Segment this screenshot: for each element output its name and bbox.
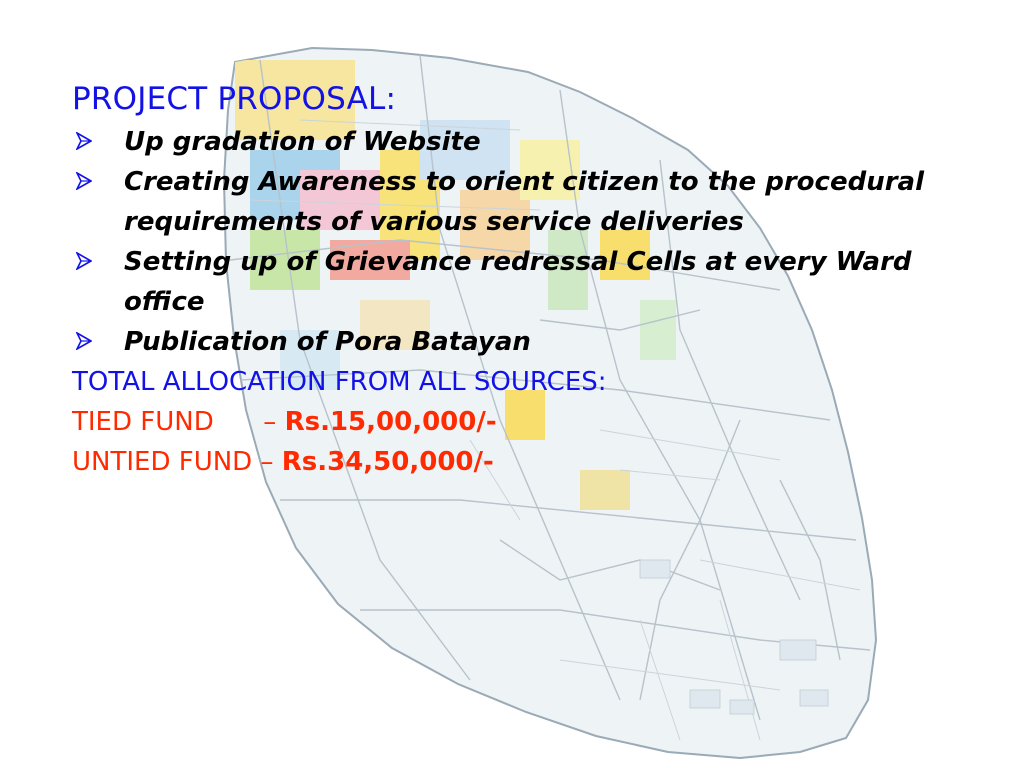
project-proposal-heading: PROJECT PROPOSAL: [72, 81, 397, 117]
arrowhead-bullet-icon [76, 172, 92, 190]
proposal-item-text: Up gradation of Website [124, 127, 481, 157]
untied-fund-value: Rs.34,50,000/- [281, 447, 494, 477]
tied-fund-line [72, 402, 972, 442]
proposal-list [72, 122, 972, 362]
proposal-item [72, 322, 972, 362]
arrowhead-bullet-icon [76, 252, 92, 270]
untied-fund-line [72, 442, 972, 482]
proposal-item [72, 162, 972, 242]
tied-fund-label: TIED FUND – [72, 407, 285, 437]
tied-fund-value: Rs.15,00,000/- [284, 407, 497, 437]
slide-content [72, 76, 972, 482]
arrowhead-bullet-icon [76, 332, 92, 350]
total-allocation-title: TOTAL ALLOCATION FROM ALL SOURCES: [72, 367, 607, 397]
proposal-item [72, 122, 972, 162]
proposal-item-text: Publication of Pora Batayan [124, 327, 531, 357]
proposal-item-text: Setting up of Grievance redressal Cells at every Ward office [124, 247, 912, 317]
proposal-item-text: Creating Awareness to orient citizen to the procedural requirements of various service deliveries [124, 167, 924, 237]
arrowhead-bullet-icon [76, 132, 92, 150]
untied-fund-label: UNTIED FUND – [72, 447, 282, 477]
proposal-item [72, 242, 972, 322]
